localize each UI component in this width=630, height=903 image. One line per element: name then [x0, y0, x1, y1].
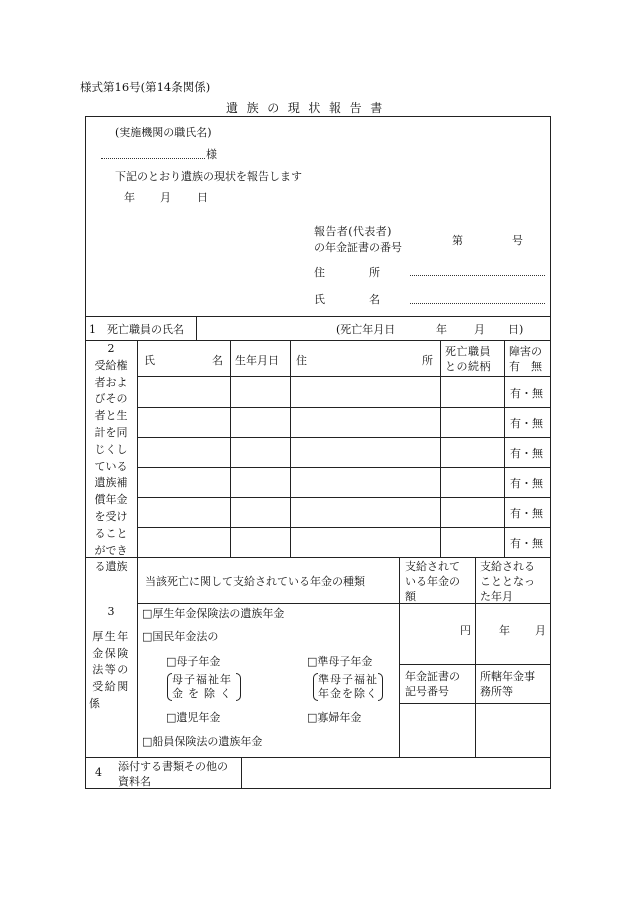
header-relation-line: 死亡職員: [445, 345, 491, 358]
header-disability: [509, 344, 542, 374]
section3-label-line: 厚生年: [92, 629, 130, 643]
pension-type-header: 当該死亡に関して支給されている年金の種類: [145, 575, 365, 588]
divider: [137, 497, 551, 498]
divider: [137, 340, 138, 757]
section4-label: [118, 759, 228, 789]
divider: [137, 437, 551, 438]
divider: [399, 557, 400, 757]
disability-choice[interactable]: 有・無: [510, 477, 543, 490]
reporter-label-line2: の年金証書の番号: [314, 241, 402, 254]
section2-label-line: 遺族補: [94, 476, 128, 490]
pension-start-header: [480, 559, 535, 604]
section2-label-line: 計を同: [94, 425, 128, 439]
address-line[interactable]: [410, 275, 545, 276]
disability-choice[interactable]: 有・無: [510, 507, 543, 520]
date-month-label: 月: [160, 191, 171, 204]
divider: [440, 340, 441, 557]
junboshi-fukushi-line: 準母子福祉: [318, 673, 378, 686]
reporter-label-line1: 報告者(代表者): [314, 225, 392, 238]
section4-label-line: 添付する書類その他の: [118, 760, 228, 773]
divider: [85, 316, 551, 317]
section2-label-line: びその: [94, 392, 128, 406]
header-relation-line: との続柄: [445, 360, 491, 373]
name-label: 氏 名: [314, 293, 380, 306]
section2-label-line: 受給権: [94, 358, 128, 372]
section3-number: 3: [107, 605, 115, 618]
pension-start-header-line: た年月: [480, 590, 513, 603]
report-intro: 下記のとおり遺族の現状を報告します: [115, 170, 302, 183]
divider: [475, 557, 476, 757]
agency-name-line[interactable]: [101, 158, 205, 159]
pension-start-header-line: こととなっ: [480, 575, 535, 588]
boshi-fukushi-note: [172, 673, 236, 701]
pension-amount-header-line: 支給されて: [405, 560, 460, 573]
date-year-label: 年: [124, 191, 135, 204]
checkbox-boshi-pension[interactable]: □母子年金: [166, 655, 221, 668]
pension-amount-header: [405, 559, 460, 604]
section2-label-line: ができ: [94, 543, 128, 557]
divider: [137, 376, 551, 377]
header-name-right: 名: [212, 354, 223, 367]
section2-label-line: 償年金: [94, 493, 128, 507]
section3-label: [87, 604, 135, 713]
cert-code-line: 記号番号: [405, 685, 449, 698]
section3-label-line: 係: [89, 696, 100, 710]
header-relation: [445, 344, 491, 374]
section4-label-line: 資料名: [118, 775, 151, 788]
disability-choice[interactable]: 有・無: [510, 537, 543, 550]
section2-label: [87, 341, 135, 576]
divider: [85, 557, 551, 558]
divider: [504, 340, 505, 557]
checkbox-seaman-pension[interactable]: □船員保険法の遺族年金: [142, 735, 263, 748]
section2-number: 2: [107, 342, 115, 355]
pension-amount-header-line: 額: [405, 590, 416, 603]
divider: [85, 757, 551, 758]
pension-start-header-line: 支給される: [480, 560, 535, 573]
cert-go: 号: [512, 234, 523, 247]
checkbox-national-pension[interactable]: □国民年金法の: [142, 630, 219, 643]
cert-dai: 第: [452, 234, 463, 247]
section2-label-line: る遺族: [94, 560, 128, 574]
divider: [290, 340, 291, 557]
agency-label: (実施機関の職氏名): [115, 126, 212, 139]
divider: [196, 316, 197, 340]
section2-label-line: じくし: [94, 442, 128, 456]
header-name-left: 氏: [144, 354, 155, 367]
boshi-fukushi-line: 金を除く: [172, 687, 236, 700]
pension-amount-header-line: いる年金の: [405, 575, 460, 588]
pension-amount-yen: 円: [460, 624, 471, 637]
divider: [241, 757, 242, 789]
disability-choice[interactable]: 有・無: [510, 387, 543, 400]
divider: [137, 407, 551, 408]
boshi-fukushi-line: 母子福祉年: [172, 673, 232, 686]
divider: [137, 467, 551, 468]
section4-number: 4: [95, 766, 102, 779]
divider: [85, 340, 551, 341]
death-month: 月: [474, 323, 485, 336]
section2-label-line: を受け: [94, 509, 128, 523]
section3-label-line: 金保険: [92, 646, 130, 660]
document-title: 遺族の現状報告書: [226, 101, 391, 115]
section2-label-line: ている: [94, 459, 128, 473]
junboshi-fukushi-note: [318, 673, 378, 701]
death-day: 日): [508, 323, 524, 336]
pension-office-label: [480, 669, 535, 699]
section1-label: 1 死亡職員の氏名: [89, 323, 184, 336]
pension-office-line: 所轄年金事: [480, 670, 535, 683]
header-disability-line: 障害の: [509, 345, 542, 358]
junboshi-fukushi-line: 年金を除く: [318, 687, 378, 700]
divider: [230, 340, 231, 557]
form-number: 様式第16号(第14条関係): [80, 80, 211, 94]
header-address-right: 所: [422, 354, 433, 367]
header-address-left: 住: [296, 354, 307, 367]
address-label: 住 所: [314, 266, 380, 279]
pension-office-line: 務所等: [480, 685, 513, 698]
pension-start-month: 月: [535, 624, 546, 637]
checkbox-kafu-pension[interactable]: □寡婦年金: [307, 711, 362, 724]
header-disability-line: 有 無: [509, 360, 542, 373]
name-line[interactable]: [410, 303, 545, 304]
divider: [137, 527, 551, 528]
section2-label-line: ること: [94, 526, 128, 540]
honorific-sama: 様: [206, 148, 217, 161]
disability-choice[interactable]: 有・無: [510, 417, 543, 430]
section2-label-line: 者と生: [94, 409, 128, 423]
checkbox-junboshi-pension[interactable]: □準母子年金: [307, 655, 373, 668]
cert-code-line: 年金証書の: [405, 670, 460, 683]
death-date-label: (死亡年月日: [336, 323, 396, 336]
header-birth: 生年月日: [235, 354, 279, 367]
cert-code-label: [405, 669, 460, 699]
checkbox-iji-pension[interactable]: □遺児年金: [166, 711, 221, 724]
death-year: 年: [436, 323, 447, 336]
section3-label-line: 受給関: [92, 680, 130, 694]
checkbox-welfare-pension[interactable]: □厚生年金保険法の遺族年金: [142, 607, 285, 620]
section2-label-line: 者およ: [94, 375, 128, 389]
pension-start-year: 年: [499, 624, 510, 637]
date-day-label: 日: [197, 191, 208, 204]
disability-choice[interactable]: 有・無: [510, 447, 543, 460]
section3-label-line: 法等の: [92, 663, 130, 677]
